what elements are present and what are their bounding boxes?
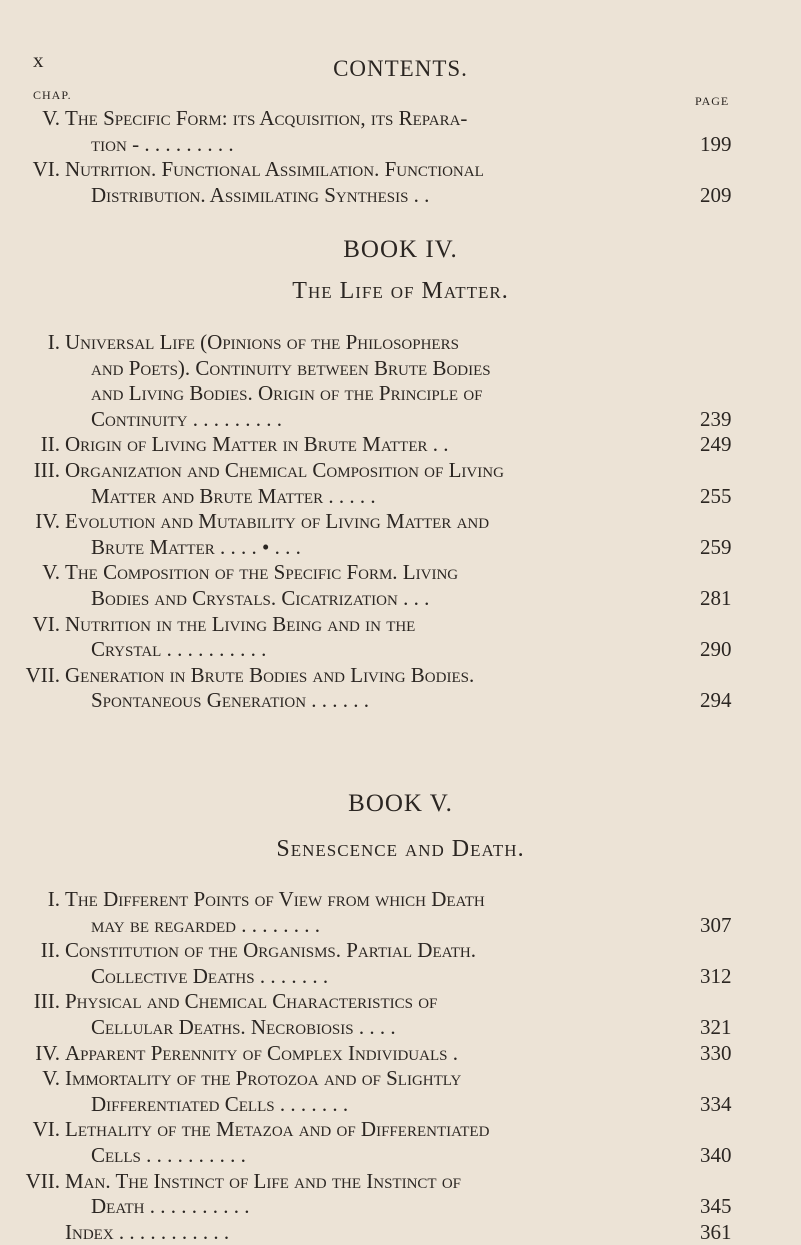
chapter-number: VI. [32,611,60,636]
page-number: 290 [700,637,732,662]
chapter-title-line: Universal Life (Opinions of the Philosophers [65,330,459,354]
chapter-title [65,330,705,432]
book-4-subtitle: The Life of Matter. [292,278,509,304]
page-number: 330 [700,1040,732,1065]
page-number: 199 [700,131,732,156]
chapter-title-line: Constitution of the Organisms. Partial Death. [65,938,477,963]
page-number: 281 [700,585,732,610]
chapter-title-line: Lethality of the Metazoa and of Differentiated [65,1117,490,1142]
chapter-title [65,458,705,509]
chapter-title-line: Collective Deaths . . . . . . . [91,963,329,988]
chapter-number: VI. [32,1117,60,1142]
chapter-title-line: and Poets). Continuity between Brute Bodies [91,355,491,380]
chapter-title [65,612,705,663]
chapter-title [65,509,705,560]
chapter-title [65,106,705,157]
chapter-title-line: Nutrition in the Living Being and in the [65,611,416,636]
chapter-number: V. [42,106,60,130]
chapter-title-line: Cells . . . . . . . . . . [91,1142,246,1167]
page-number: 259 [700,534,732,559]
chapter-title-line: and Living Bodies. Origin of the Principle of [91,381,483,406]
chapter-title-line: Physical and Chemical Characteristics of [65,989,438,1014]
chapter-title-line: Origin of Living Matter in Brute Matter . . [65,432,449,457]
chapter-title [65,1041,705,1067]
chapter-title-line: Immortality of the Protozoa and of Slightly [65,1066,462,1091]
page-number: 334 [700,1091,732,1116]
book-5-heading: BOOK V. [348,790,453,817]
page-number-roman: x [33,48,44,72]
chapter-title [65,938,705,989]
chapter-number: V. [42,560,60,585]
page-number: 239 [700,406,732,431]
chapter-title-line: Spontaneous Generation . . . . . . [91,688,370,713]
chapter-title-line: Index . . . . . . . . . . . [65,1219,230,1244]
book-5-subtitle: Senescence and Death. [276,836,525,862]
chapter-title [65,560,705,611]
chap-column-label: CHAP. [33,88,72,102]
chapter-title-line: The Specific Form: its Acquisition, its Repara- [65,106,468,130]
chapter-number: VII. [25,1168,60,1193]
chapter-title-line: Bodies and Crystals. Cicatrization . . . [91,585,430,610]
chapter-title [65,1220,705,1245]
chapter-number: V. [42,1066,60,1091]
book-4-heading: BOOK IV. [343,236,458,263]
chapter-title [65,663,705,714]
chapter-title [65,157,705,208]
chapter-title-line: tion - . . . . . . . . . [91,131,234,156]
page-number: 321 [700,1014,732,1039]
page-number: 307 [700,912,732,937]
page-number: 294 [700,688,732,713]
page-number: 249 [700,432,732,457]
chapter-number: IV. [35,509,60,534]
running-header-title: CONTENTS. [333,56,468,81]
chapter-number: I. [47,330,60,354]
chapter-title-line: The Different Points of View from which Death [65,887,485,911]
chapter-title-line: Evolution and Mutability of Living Matter and [65,509,490,534]
page-number: 255 [700,483,732,508]
chapter-title-line: may be regarded . . . . . . . . [91,912,320,937]
chapter-title-line: Apparent Perennity of Complex Individuals . [65,1040,458,1065]
chapter-title-line: Cellular Deaths. Necrobiosis . . . . [91,1014,396,1039]
chapter-number: I. [47,887,60,911]
chapter-title [65,887,705,938]
chapter-title-line: Continuity . . . . . . . . . [91,406,282,431]
page-number: 312 [700,963,732,988]
chapter-title-line: Generation in Brute Bodies and Living Bodies. [65,662,475,687]
chapter-title [65,1117,705,1168]
page-number: 340 [700,1142,732,1167]
chapter-title [65,1066,705,1117]
chapter-title-line: The Composition of the Specific Form. Living [65,560,459,585]
chapter-number: II. [40,938,60,963]
chapter-number: IV. [35,1040,60,1065]
page-number: 209 [700,182,732,207]
chapter-title [65,432,705,458]
page-column-label: PAGE [695,94,730,108]
chapter-title-line: Matter and Brute Matter . . . . . [91,483,376,508]
page-number: 361 [700,1219,732,1244]
chapter-title-line: Brute Matter . . . . • . . . [91,534,301,559]
chapter-number: VI. [32,157,60,182]
page-number: 345 [700,1194,732,1219]
chapter-title-line: Distribution. Assimilating Synthesis . . [91,182,430,207]
chapter-number: III. [33,458,60,482]
chapter-title-line: Crystal . . . . . . . . . . [91,637,267,662]
chapter-title [65,989,705,1040]
chapter-number: II. [40,432,60,457]
chapter-title-line: Nutrition. Functional Assimilation. Functional [65,157,484,182]
chapter-title-line: Differentiated Cells . . . . . . . [91,1091,349,1116]
chapter-number: III. [33,989,60,1014]
chapter-title-line: Man. The Instinct of Life and the Instinct of [65,1168,462,1193]
chapter-number: VII. [25,662,60,687]
chapter-title-line: Death . . . . . . . . . . [91,1194,250,1219]
chapter-title-line: Organization and Chemical Composition of Living [65,458,504,482]
chapter-title [65,1169,705,1220]
